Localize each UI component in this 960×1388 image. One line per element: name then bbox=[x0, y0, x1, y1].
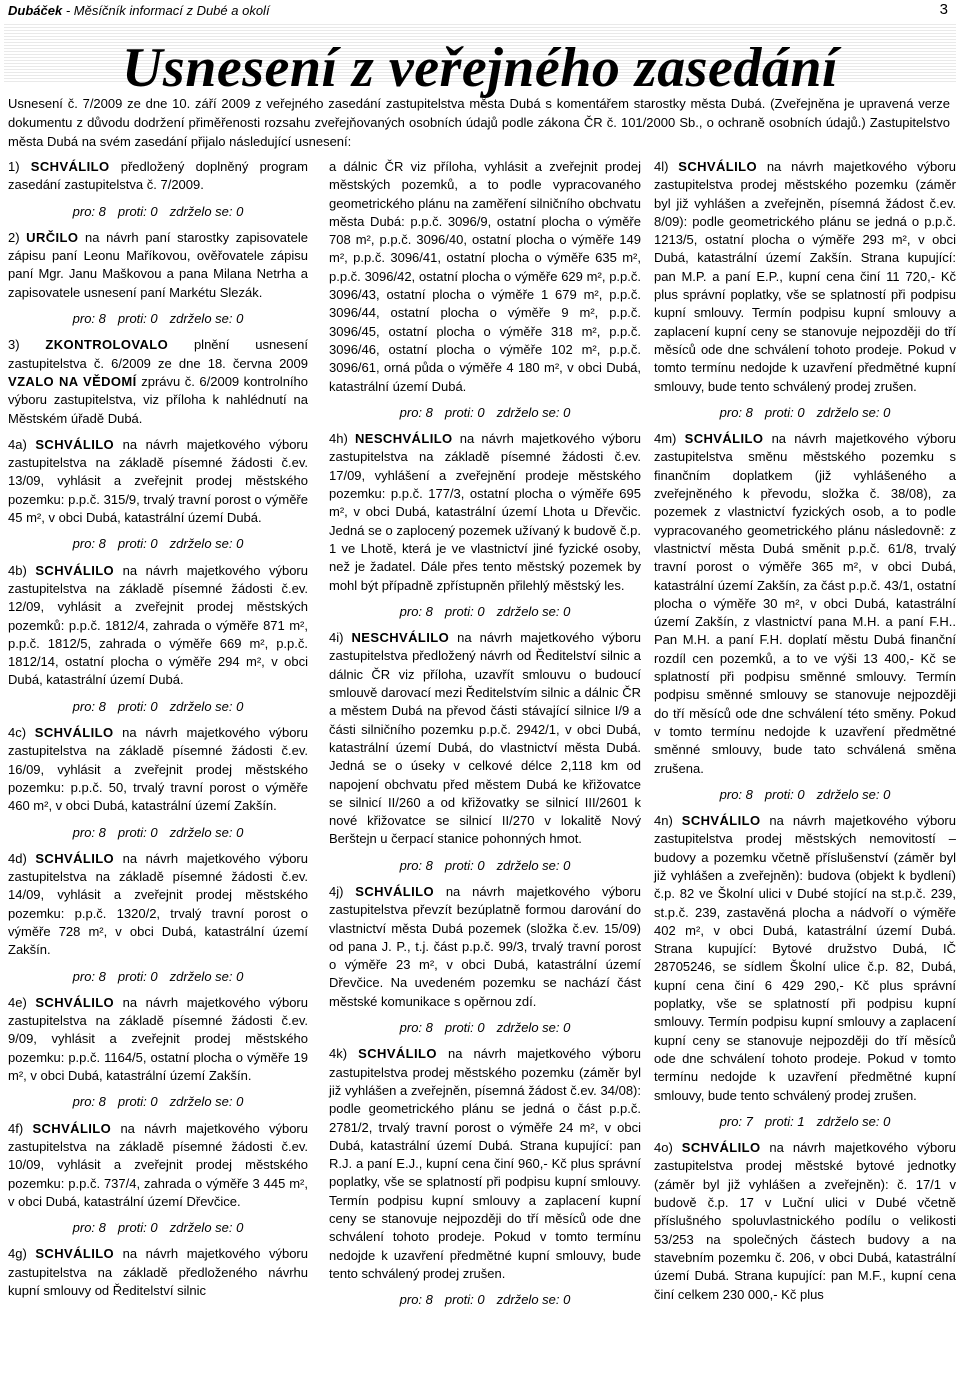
resolution-4g bbox=[8, 1245, 308, 1300]
vote-abstain: zdrželo se: 0 bbox=[169, 1220, 244, 1236]
vote-pro: pro: 8 bbox=[399, 1020, 433, 1036]
item-number: 3) bbox=[8, 337, 20, 353]
resolution-keyword: SCHVÁLILO bbox=[35, 994, 115, 1010]
vote-pro: pro: 8 bbox=[72, 1094, 106, 1110]
column-3 bbox=[654, 158, 956, 1312]
vote-proti: proti: 1 bbox=[764, 1113, 805, 1129]
vote-pro: pro: 8 bbox=[399, 857, 433, 873]
vote-pro: pro: 8 bbox=[72, 698, 106, 714]
resolution-text: na návrh majetkového výboru zastupitelstva na základě předloženého návrhu kupní smlouvy od Ředitelství silnic bbox=[8, 1246, 308, 1299]
resolution-4f bbox=[8, 1120, 308, 1211]
resolution-text: plnění usnesení zastupitelstva č. 6/2009 ze dne 18. června 2009 bbox=[8, 337, 308, 371]
resolution-4n bbox=[654, 812, 956, 1105]
vote-pro: pro: 8 bbox=[399, 1292, 433, 1308]
vote-proti: proti: 0 bbox=[444, 1292, 485, 1308]
vote-result bbox=[8, 1093, 308, 1111]
resolution-text: na návrh majetkového výboru zastupitelstva prodej městských nemovitostí – budovy a pozemku včetně příslušenství (záměr byl již vyhlášen a zveřejněn): budova (objekt k bydlení) č.p. 82 ve Školní ulici v Dubé stojící na st.p.č. 239, st.p.č. 239, zastavěná plocha a nádvoří o výměře 402 m², v obci Dubá, katastrální území Dubá. Strana kupující: Bytové družstvo Dubá, IČ 28705246, se sídlem Školní ulice č.p. 82, Dubá, kupní cena činí 6 429 290,- Kč plus správní poplatky, vše se splatností při podpisu kupní smlouvy. Termín podpisu kupní smlouvy a zaplacení kupní ceny se stanovuje nejpozději do tří měsíců ode dne schválení tohoto prodeje. Pokud v tomto termínu nedojde k uzavření předmětné kupní smlouvy, bude tento schválený prodej zrušen. bbox=[654, 813, 956, 1103]
resolution-keyword: URČILO bbox=[26, 229, 79, 245]
item-number: 4g) bbox=[8, 1246, 27, 1262]
resolution-4g-continued: a dálnic ČR viz příloha, vyhlásit a zveřejnit prodej městských pozemků, a to podle vypracovaného geometrického plánu na zaměření silničního obchvatu města Dubá: p.p.č. 3096/9, ostatní plocha o výměře 708 m², p.p.č. 3096/40, ostatní plocha o výměře 149 m², p.p.č. 3096/41, ostatní plocha o výměře 635 m², p.p.č. 3096/42, ostatní plocha o výměře 629 m², p.p.č. 3096/43, ostatní plocha o výměře 1 679 m², p.p.č. 3096/44, ostatní plocha o výměře 9 m², p.p.č. 3096/45, ostatní plocha o výměře 318 m², p.p.č. 3096/46, ostatní plocha o výměře 102 m², p.p.č. 3096/61, orná půda o výměře 4 180 m², v obci Dubá, katastrální území Dubá. bbox=[329, 159, 641, 394]
vote-abstain: zdrželo se: 0 bbox=[169, 311, 244, 327]
vote-pro: pro: 8 bbox=[719, 404, 753, 420]
intro-paragraph: Usnesení č. 7/2009 ze dne 10. září 2009 z veřejného zasedání zastupitelstva města Dubá s komentářem starostky města Dubá. (Zveřejněna je upravená verze dokumentu z důvodu dodržení přiměřenosti rozsahu zveřejňovaných osobních údajů podle zákona ČR č. 101/2000 Sb., o ochraně osobních údajů.) Zastupitelstvo města Dubá na svém zasedání přijalo následující usnesení: bbox=[8, 96, 950, 149]
vote-proti: proti: 0 bbox=[764, 786, 805, 802]
resolution-4o bbox=[654, 1139, 956, 1304]
vote-proti: proti: 0 bbox=[117, 203, 158, 219]
vote-proti: proti: 0 bbox=[444, 404, 485, 420]
resolution-keyword: SCHVÁLILO bbox=[35, 562, 115, 578]
item-number: 4c) bbox=[8, 725, 27, 741]
vote-proti: proti: 0 bbox=[764, 404, 805, 420]
resolution-4a bbox=[8, 436, 308, 527]
resolution-text: na návrh majetkového výboru zastupitelstva na základě písemné žádosti č.ev. 16/09, vyhlásit a zveřejnit prodej městského pozemku: p.p.č. 50, trvalý travní porost o výměře 460 m², v obci Dubá, katastrální území Zakšín. bbox=[8, 725, 308, 814]
vote-abstain: zdrželo se: 0 bbox=[169, 968, 244, 984]
resolution-4j bbox=[329, 883, 641, 1011]
vote-proti: proti: 0 bbox=[117, 536, 158, 552]
item-number: 4i) bbox=[329, 630, 344, 646]
vote-result bbox=[8, 1219, 308, 1237]
vote-result bbox=[654, 404, 956, 422]
vote-result bbox=[329, 857, 641, 875]
vote-pro: pro: 8 bbox=[399, 404, 433, 420]
vote-result bbox=[8, 824, 308, 842]
resolution-keyword-2: VZALO NA VĚDOMÍ bbox=[8, 373, 137, 389]
resolution-4l bbox=[654, 158, 956, 396]
vote-abstain: zdrželo se: 0 bbox=[169, 698, 244, 714]
resolution-keyword: SCHVÁLILO bbox=[35, 850, 115, 866]
vote-pro: pro: 8 bbox=[72, 311, 106, 327]
vote-proti: proti: 0 bbox=[117, 1220, 158, 1236]
resolution-keyword: SCHVÁLILO bbox=[355, 883, 434, 899]
resolution-3 bbox=[8, 336, 308, 427]
resolution-keyword: NESCHVÁLILO bbox=[351, 630, 450, 646]
resolution-text: předložený doplněný program zasedání zastupitelstva č. 7/2009. bbox=[8, 159, 308, 193]
resolution-text: na návrh majetkového výboru zastupitelstva prodej městského pozemku (záměr byl již vyhlášen a zveřejněn, písemná žádost č.ev. 8/09): podle geometrického plánu se jedná o p.p.č. 1213/5, ostatní plocha o výměře 293 m², v obci Dubá, katastrální území Zakšín. Strana kupující: pan M.P. a paní E.P., kupní cena činí 11 720,- Kč plus správní poplatky, vše se splatností při podpisu kupní smlouvy. Termín podpisu kupní smlouvy a zaplacení kupní ceny se stanovuje nejpozději do tří měsíců ode dne schválení tohoto prodeje. Pokud v tomto termínu nedojde k uzavření předmětné kupní smlouvy, bude tento schválený prodej zrušen. bbox=[654, 159, 956, 394]
item-number: 4m) bbox=[654, 431, 677, 447]
resolution-4e bbox=[8, 994, 308, 1085]
resolution-4h bbox=[329, 430, 641, 595]
resolution-4k bbox=[329, 1045, 641, 1283]
item-number: 4h) bbox=[329, 431, 348, 447]
vote-proti: proti: 0 bbox=[117, 698, 158, 714]
vote-pro: pro: 8 bbox=[72, 1220, 106, 1236]
vote-proti: proti: 0 bbox=[117, 311, 158, 327]
vote-proti: proti: 0 bbox=[117, 968, 158, 984]
resolution-4c bbox=[8, 724, 308, 815]
resolution-1 bbox=[8, 158, 308, 195]
resolution-text: na návrh majetkového výboru zastupitelstva směnu městského pozemku s finančním doplatkem (již vyhlášeného a zveřejněného k převodu, složka č. 38/08), za pozemek z vlastnictví fyzických osob, a to podle vypracovaného geometrického plánu následovně: z vlastnictví města Dubá směnit p.p.č. 61/8, trvalý travní porost o výměře 365 m², v obci Dubá, katastrální území Zakšín, za část p.p.č. 43/1, ostatní plocha o výměře 30 m², v obci Dubá, katastrální území Zakšín, z vlastnictví pana M.H. a paní F.H.. Pan M.H. a paní F.H. doplatí městu Dubá finanční rozdíl cen pozemků, a to ve výši 13 400,- Kč se splatností při podpisu směnné smlouvy. Termín podpisu směnné smlouvy se stanovuje nejpozději do tří měsíců ode dne schválení této směny. Pokud v tomto termínu nedojde k uzavření předmětné směnné smlouvy, bude tato schválená směna zrušena. bbox=[654, 431, 956, 776]
item-number: 4l) bbox=[654, 159, 669, 174]
vote-pro: pro: 8 bbox=[72, 203, 106, 219]
resolution-text: na návrh majetkového výboru zastupitelstva předložený návrh od Ředitelství silnic a dálnic ČR viz příloha, uzavřít smlouvu o budoucí smlouvě darovací mezi Ředitelstvím silnic a dálnic ČR a městem Dubá na převod části stávající silnice I/9 a části silničního pozemku p.p.č. 2942/1, v obci Dubá, katastrální území Dubá, do vlastnictví města Dubá. Jedná se o úseky v celkové délce 2,118 km od napojení obchvatu před městem Dubá ke křižovatce se silnicí II/260 a od křižovatky se silnicí III/2601 k nové křižovatce se silnicí II/270 v lokalitě Nový Berštejn u čerpací stanice pohonných hmot. bbox=[329, 630, 641, 847]
vote-result bbox=[329, 1019, 641, 1037]
publication-line bbox=[8, 3, 270, 18]
item-number: 4e) bbox=[8, 994, 27, 1010]
item-number: 2) bbox=[8, 229, 20, 245]
vote-pro: pro: 8 bbox=[72, 536, 106, 552]
resolution-text: na návrh majetkového výboru zastupitelstva na základě písemné žádosti č.ev. 14/09, vyhlásit a zveřejnit prodej městského pozemku: p.p.č. 1320/2, trvalý travní porost o výměře 728 m², v obci Dubá, katastrální území Zakšín. bbox=[8, 850, 308, 958]
resolution-keyword: SCHVÁLILO bbox=[30, 159, 110, 174]
vote-result bbox=[8, 968, 308, 986]
vote-result bbox=[329, 1291, 641, 1309]
vote-result bbox=[329, 603, 641, 621]
resolution-text: na návrh majetkového výboru zastupitelstva na základě písemné žádosti č.ev. 9/09, vyhlásit a zveřejnit prodej městského pozemku: p.p.č. 1164/5, ostatní plocha o výměře 19 m², v obci Dubá, katastrální území Zakšín. bbox=[8, 994, 308, 1084]
resolution-text: na návrh majetkového výboru zastupitelstva na základě písemné žádosti č.ev. 17/09, vyhlášení a zveřejnění prodeje městského pozemku: p.p.č. 177/3, ostatní plocha o výměře 695 m², v obci Dubá, katastrální území Lhota u Dřevčic. Jedná se o zaplocený pozemek užívaný k budově č.p. 1 ve Lhotě, která je ve vlastnictví jiné fyzické osoby, než je žadatel. Dále přes tento městský pozemek by mohl být případně zpřístupněn přilehlý městský les. bbox=[329, 431, 641, 593]
item-number: 4a) bbox=[8, 436, 27, 452]
vote-proti: proti: 0 bbox=[444, 603, 485, 619]
item-number: 4b) bbox=[8, 562, 27, 578]
resolution-keyword: SCHVÁLILO bbox=[34, 725, 114, 741]
vote-result bbox=[8, 535, 308, 553]
vote-abstain: zdrželo se: 0 bbox=[496, 1292, 571, 1308]
resolution-text: na návrh paní starostky zapisovatele zápisu paní Leonu Maříkovou, ověřovatele zápisu paní Mgr. Janu Maškovou a pana Milana Netrha a zapisovatele usnesení paní Markétu Slezák. bbox=[8, 229, 308, 300]
vote-result bbox=[654, 786, 956, 804]
title-band bbox=[4, 22, 956, 99]
vote-proti: proti: 0 bbox=[444, 1020, 485, 1036]
resolution-keyword: SCHVÁLILO bbox=[32, 1120, 112, 1136]
vote-proti: proti: 0 bbox=[444, 857, 485, 873]
resolution-keyword: SCHVÁLILO bbox=[35, 1246, 115, 1262]
resolution-keyword: SCHVÁLILO bbox=[681, 1140, 761, 1156]
item-number: 4n) bbox=[654, 813, 673, 829]
vote-result bbox=[654, 1113, 956, 1131]
item-number: 1) bbox=[8, 159, 20, 174]
vote-result bbox=[8, 203, 308, 221]
vote-pro: pro: 8 bbox=[399, 603, 433, 619]
page-title: Usnesení z veřejného zasedání bbox=[121, 37, 839, 99]
resolution-keyword: ZKONTROLOVALO bbox=[45, 337, 169, 353]
resolution-text: na návrh majetkového výboru zastupitelstva na základě písemné žádosti č.ev. 12/09, vyhlásit a zveřejnit prodej městských pozemků: p.p.č. 1812/4, zahrada o výměře 871 m², p.p.č. 1812/5, zahrada o výměře 669 m², p.p.č. 1812/14, ostatní plocha o výměře 294 m², v obci Dubá, katastrální území Dubá. bbox=[8, 562, 308, 688]
resolution-text: na návrh majetkového výboru zastupitelstva na základě písemné žádosti č.ev. 10/09, vyhlásit a zveřejnit prodej městského pozemku: p.p.č. 737/4, zahrada o výměře 3 445 m², v obci Dubá, katastrální území Dřevčice. bbox=[8, 1120, 308, 1209]
resolution-keyword: SCHVÁLILO bbox=[358, 1046, 437, 1062]
resolution-text: na návrh majetkového výboru zastupitelstva na základě písemné žádosti č.ev. 13/09, vyhlásit a zveřejnit prodej městského pozemku: p.p.č. 315/9, trvalý travní porost o výměře 45 m², v obci Dubá, katastrální území Dubá. bbox=[8, 436, 308, 526]
vote-abstain: zdrželo se: 0 bbox=[169, 1094, 244, 1110]
vote-pro: pro: 8 bbox=[719, 786, 753, 802]
vote-abstain: zdrželo se: 0 bbox=[496, 857, 571, 873]
vote-result bbox=[8, 310, 308, 328]
vote-abstain: zdrželo se: 0 bbox=[169, 203, 244, 219]
resolution-text: na návrh majetkového výboru zastupitelstva prodej městského pozemku (záměr byl již vyhlášen a zveřejněn, písemná žádost č.ev. 34/08): podle geometrického plánu se jedná o část p.p.č. 2781/2, trvalý travní porost o výměře 24 m², v obci Dubá, katastrální území Dubá. Strana kupující: pan R.J. a paní E.J., kupní cena činí 960,- Kč plus správní poplatky, vše se splatností při podpisu kupní smlouvy. Termín podpisu kupní smlouvy a zaplacení kupní ceny se stanovuje nejpozději do tří měsíců ode dne schválení tohoto prodeje. Pokud v tomto termínu nedojde k uzavření předmětné kupní smlouvy, bude tento schválený prodej zrušen. bbox=[329, 1046, 641, 1281]
resolution-keyword: SCHVÁLILO bbox=[35, 436, 115, 452]
item-number: 4f) bbox=[8, 1120, 24, 1136]
vote-result bbox=[8, 698, 308, 716]
resolution-4b bbox=[8, 562, 308, 690]
vote-proti: proti: 0 bbox=[117, 824, 158, 840]
resolution-2 bbox=[8, 229, 308, 302]
vote-pro: pro: 8 bbox=[72, 824, 106, 840]
resolution-4i bbox=[329, 629, 641, 849]
item-number: 4j) bbox=[329, 883, 344, 899]
vote-abstain: zdrželo se: 0 bbox=[169, 824, 244, 840]
publication-name: Dubáček bbox=[8, 3, 63, 18]
resolution-keyword: SCHVÁLILO bbox=[681, 813, 761, 829]
vote-abstain: zdrželo se: 0 bbox=[816, 786, 891, 802]
item-number: 4o) bbox=[654, 1140, 673, 1156]
page-header bbox=[8, 0, 952, 22]
column-2 bbox=[329, 158, 641, 1318]
resolution-text: na návrh majetkového výboru zastupitelstva převzít bezúplatně formou darování do vlastnictví města Dubá pozemek (složka č.ev. 15/09) od pana J. P., t.j. část p.p.č. 99/3, trvalý travní porost o výměře 23 m², v obci Dubá, katastrální území Dřevčice. Na uvedeném pozemku se nachází část městské komunikace s opěrnou zdí. bbox=[329, 883, 641, 1009]
item-number: 4d) bbox=[8, 850, 27, 866]
resolution-text-2: zprávu č. 6/2009 kontrolního výboru zastupitelstva, viz příloha k nahlédnutí na Městském úřadě Dubá. bbox=[8, 373, 308, 426]
vote-result bbox=[329, 404, 641, 422]
vote-pro: pro: 7 bbox=[719, 1113, 753, 1129]
vote-abstain: zdrželo se: 0 bbox=[169, 536, 244, 552]
publication-subtitle: - Měsíčník informací z Dubé a okolí bbox=[62, 3, 270, 18]
resolution-4d bbox=[8, 850, 308, 960]
vote-abstain: zdrželo se: 0 bbox=[816, 404, 891, 420]
vote-abstain: zdrželo se: 0 bbox=[816, 1113, 891, 1129]
resolution-keyword: SCHVÁLILO bbox=[678, 159, 757, 174]
resolution-keyword: NESCHVÁLILO bbox=[354, 431, 453, 447]
vote-proti: proti: 0 bbox=[117, 1094, 158, 1110]
resolution-text: na návrh majetkového výboru zastupitelstva prodej městské bytové jednotky (záměr byl již vyhlášen a zveřejněn): č. 17/1 v budově č.p. 17 v Luční ulici v Dubé včetně příslušného spoluvlastnického podílu o velikosti 53/253 na společných částech budovy a na stavebním pozemku č. 206, v obci Dubá, katastrální území Dubá. Strana kupující: pan M.F., kupní cena činí celkem 230 000,- Kč plus bbox=[654, 1140, 956, 1302]
vote-abstain: zdrželo se: 0 bbox=[496, 404, 571, 420]
vote-abstain: zdrželo se: 0 bbox=[496, 603, 571, 619]
page-number: 3 bbox=[939, 1, 948, 18]
vote-pro: pro: 8 bbox=[72, 968, 106, 984]
resolution-keyword: SCHVÁLILO bbox=[684, 431, 764, 447]
item-number: 4k) bbox=[329, 1046, 348, 1062]
resolution-columns bbox=[8, 158, 956, 1388]
vote-abstain: zdrželo se: 0 bbox=[496, 1020, 571, 1036]
resolution-4m bbox=[654, 430, 956, 778]
column-1 bbox=[8, 158, 308, 1308]
